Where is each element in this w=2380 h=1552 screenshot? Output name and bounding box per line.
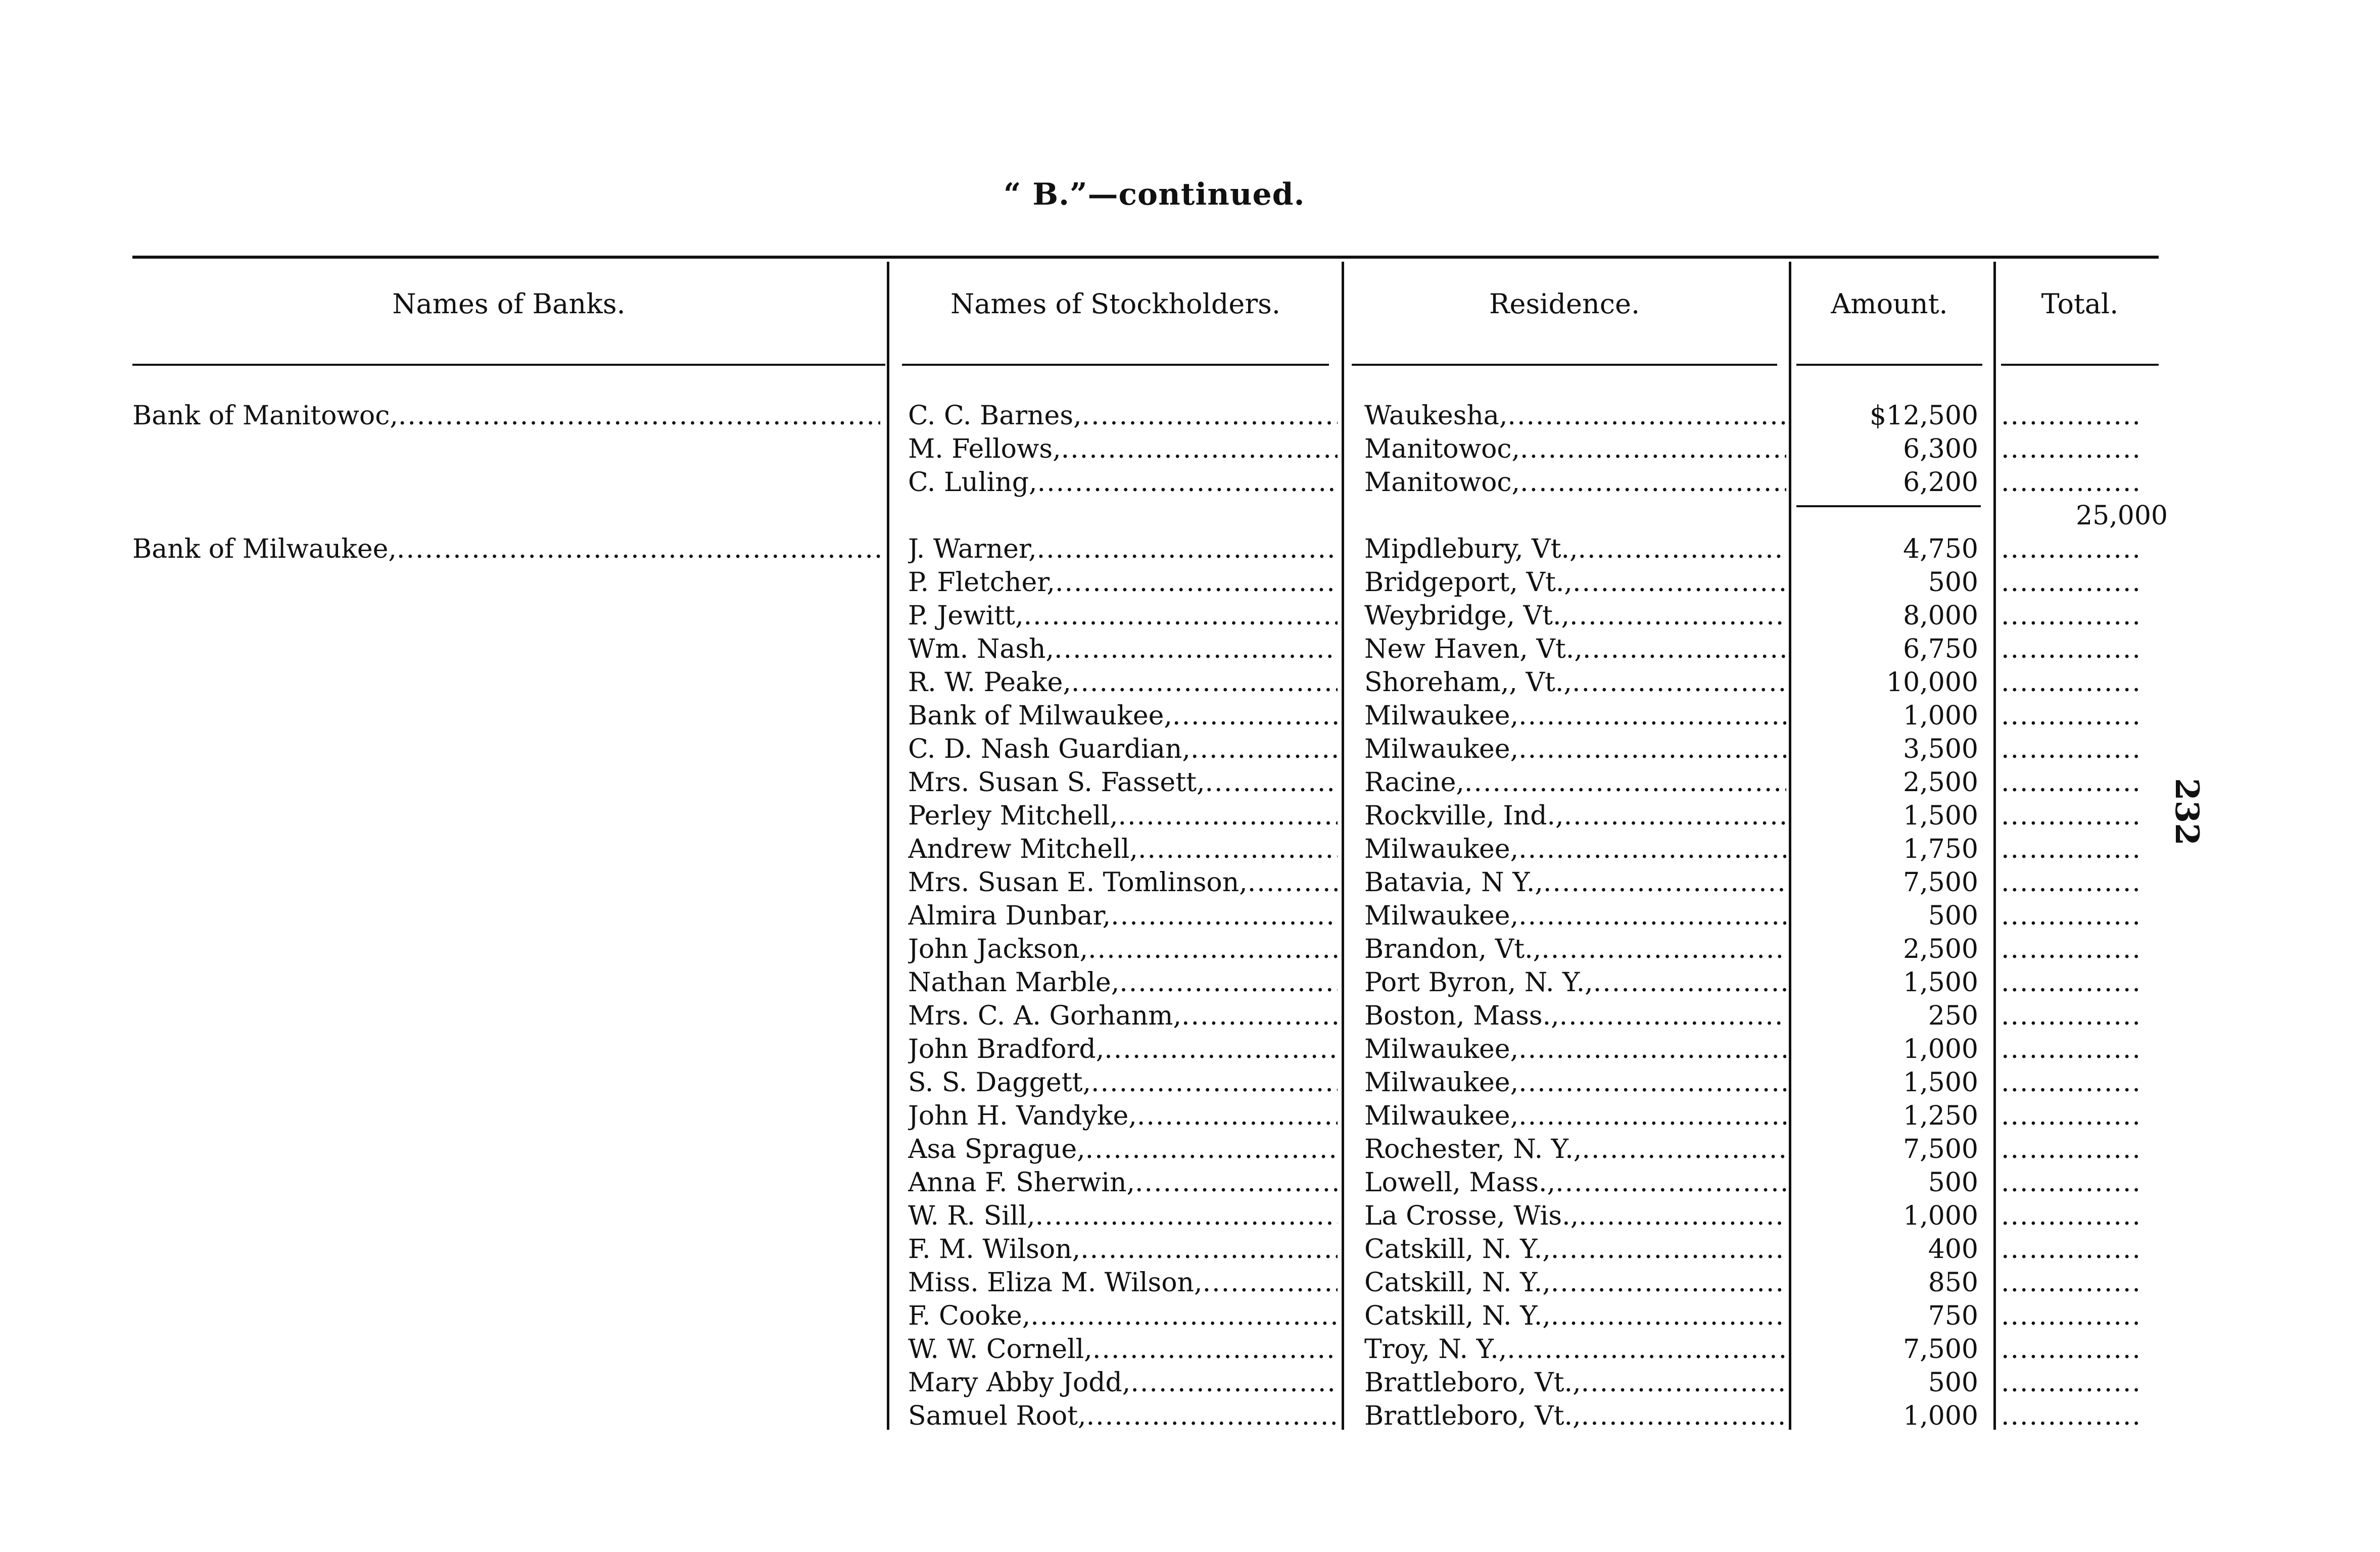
- amount-value: 2,500: [1903, 767, 1978, 798]
- total-leader: ...............: [2001, 434, 2141, 464]
- table-top-rule: [132, 256, 2159, 259]
- column-divider-3: [1789, 262, 1791, 1430]
- header-stockholder: Names of Stockholders.: [950, 288, 1281, 320]
- total-leader: ...............: [2001, 901, 2141, 931]
- amount-value: 10,000: [1886, 667, 1978, 698]
- total-leader: ...............: [2001, 1001, 2141, 1031]
- amount-value: 500: [1928, 1168, 1978, 1198]
- amount-value: 850: [1928, 1268, 1978, 1298]
- amount-value: 1,000: [1903, 1201, 1978, 1231]
- amount-value: 250: [1928, 1001, 1978, 1031]
- stockholder-name: P. Jewitt, .....: [908, 599, 1338, 633]
- stockholder-name: John H. Vandyke, .....: [908, 1099, 1338, 1133]
- total-leader: ...............: [2001, 801, 2141, 831]
- total-leader: ...............: [2001, 767, 2141, 798]
- stockholder-name: Mary Abby Jodd, .....: [908, 1366, 1338, 1399]
- total-leader: ...............: [2001, 1268, 2141, 1298]
- header-bottom-rule-stockholder: [902, 364, 1329, 366]
- residence-value: Catskill, N. Y., .....: [1364, 1299, 1786, 1333]
- residence-value: Shoreham,, Vt., .....: [1364, 666, 1786, 699]
- residence-value: Manitowoc, .....: [1364, 466, 1786, 499]
- residence-value: Milwaukee, .....: [1364, 1099, 1786, 1133]
- total-leader: ...............: [2001, 1101, 2141, 1131]
- amount-value: 1,000: [1903, 1401, 1978, 1431]
- residence-value: Port Byron, N. Y., .....: [1364, 966, 1786, 999]
- residence-value: Brattleboro, Vt., .....: [1364, 1399, 1786, 1433]
- stockholder-name: Mrs. Susan E. Tomlinson, .....: [908, 866, 1338, 899]
- stockholder-name: F. M. Wilson, .....: [908, 1233, 1338, 1266]
- residence-value: La Crosse, Wis., .....: [1364, 1199, 1786, 1233]
- total-leader: ...............: [2001, 1168, 2141, 1198]
- total-leader: ...............: [2001, 667, 2141, 698]
- amount-value: 500: [1928, 567, 1978, 598]
- residence-value: Brandon, Vt., .....: [1364, 933, 1786, 966]
- total-leader: ...............: [2001, 1401, 2141, 1431]
- residence-value: Catskill, N. Y., .....: [1364, 1266, 1786, 1299]
- total-leader: ...............: [2001, 1234, 2141, 1265]
- amount-value: 1,250: [1903, 1101, 1978, 1131]
- column-divider-4: [1993, 262, 1996, 1430]
- total-leader: ...............: [2001, 534, 2141, 564]
- stockholder-name: Nathan Marble, .....: [908, 966, 1338, 999]
- residence-value: Boston, Mass., .....: [1364, 999, 1786, 1033]
- residence-value: Manitowoc, .....: [1364, 432, 1786, 466]
- total-leader: ...............: [2001, 401, 2141, 431]
- total-leader: ...............: [2001, 1301, 2141, 1331]
- header-bottom-rule: [132, 364, 885, 366]
- residence-value: Racine, .....: [1364, 766, 1786, 799]
- header-bottom-rule-residence: [1352, 364, 1777, 366]
- amount-value: 1,500: [1903, 1068, 1978, 1098]
- amount-value: 2,500: [1903, 934, 1978, 964]
- stockholder-name: Wm. Nash, .....: [908, 633, 1338, 666]
- header-bottom-rule-total: [2001, 364, 2159, 366]
- amount-value: 400: [1928, 1234, 1978, 1265]
- stockholder-name: Mrs. C. A. Gorhanm, .....: [908, 999, 1338, 1033]
- stockholder-name: P. Fletcher, .....: [908, 566, 1338, 599]
- header-residence: Residence.: [1489, 288, 1640, 320]
- total-leader: ...............: [2001, 1368, 2141, 1398]
- amount-value: 1,000: [1903, 1034, 1978, 1064]
- header-bottom-rule-amount: [1796, 364, 1982, 366]
- residence-value: Waukesha, .....: [1364, 399, 1786, 432]
- residence-value: Milwaukee, .....: [1364, 833, 1786, 866]
- amount-value: 6,200: [1903, 467, 1978, 498]
- amount-value: 3,500: [1903, 734, 1978, 764]
- header-total: Total.: [2041, 288, 2119, 320]
- stockholder-name: Asa Sprague, .....: [908, 1133, 1338, 1166]
- bank-name: Bank of Milwaukee, .....: [132, 532, 880, 566]
- amount-value: 500: [1928, 901, 1978, 931]
- amount-value: 8,000: [1903, 601, 1978, 631]
- stockholder-name: Anna F. Sherwin, .....: [908, 1166, 1338, 1199]
- amount-value: 4,750: [1903, 534, 1978, 564]
- amount-value: 1,500: [1903, 801, 1978, 831]
- residence-value: Milwaukee, .....: [1364, 1033, 1786, 1066]
- residence-value: Batavia, N Y., .....: [1364, 866, 1786, 899]
- stockholder-name: John Jackson, .....: [908, 933, 1338, 966]
- residence-value: Catskill, N. Y., .....: [1364, 1233, 1786, 1266]
- stockholder-name: S. S. Daggett, .....: [908, 1066, 1338, 1099]
- amount-value: $12,500: [1869, 401, 1978, 431]
- residence-value: Milwaukee, .....: [1364, 733, 1786, 766]
- residence-value: New Haven, Vt., .....: [1364, 633, 1786, 666]
- page-number: 232: [2168, 778, 2206, 846]
- amount-value: 1,000: [1903, 701, 1978, 731]
- total-leader: ...............: [2001, 967, 2141, 998]
- amount-value: 6,750: [1903, 634, 1978, 664]
- total-leader: ...............: [2001, 867, 2141, 898]
- residence-value: Milwaukee, .....: [1364, 1066, 1786, 1099]
- residence-value: Mipdlebury, Vt., .....: [1364, 532, 1786, 566]
- stockholder-name: C. D. Nash Guardian, .....: [908, 733, 1338, 766]
- total-leader: ...............: [2001, 601, 2141, 631]
- stockholder-name: W. R. Sill, .....: [908, 1199, 1338, 1233]
- residence-value: Troy, N. Y., .....: [1364, 1333, 1786, 1366]
- amount-value: 500: [1928, 1368, 1978, 1398]
- total-leader: ...............: [2001, 1201, 2141, 1231]
- residence-value: Milwaukee, .....: [1364, 899, 1786, 933]
- total-leader: ...............: [2001, 701, 2141, 731]
- residence-value: Bridgeport, Vt., .....: [1364, 566, 1786, 599]
- total-leader: ...............: [2001, 567, 2141, 598]
- header-bank: Names of Banks.: [392, 288, 626, 320]
- total-leader: ...............: [2001, 834, 2141, 864]
- group-total: 25,000: [2076, 501, 2168, 531]
- amount-value: 1,500: [1903, 967, 1978, 998]
- stockholder-name: John Bradford, .....: [908, 1033, 1338, 1066]
- stockholder-name: J. Warner, .....: [908, 532, 1338, 566]
- stockholder-name: Almira Dunbar, .....: [908, 899, 1338, 933]
- stockholder-name: Andrew Mitchell, .....: [908, 833, 1338, 866]
- page-title: “ B.”—continued.: [1004, 177, 1305, 212]
- column-divider-2: [1342, 262, 1344, 1430]
- total-leader: ...............: [2001, 1134, 2141, 1165]
- stockholder-name: R. W. Peake, .....: [908, 666, 1338, 699]
- total-leader: ...............: [2001, 1034, 2141, 1064]
- residence-value: Weybridge, Vt., .....: [1364, 599, 1786, 633]
- stockholder-name: W. W. Cornell, .....: [908, 1333, 1338, 1366]
- total-leader: ...............: [2001, 1068, 2141, 1098]
- amount-value: 7,500: [1903, 1134, 1978, 1165]
- stockholder-name: Mrs. Susan S. Fassett, .....: [908, 766, 1338, 799]
- stockholder-name: F. Cooke, .....: [908, 1299, 1338, 1333]
- amount-value: 7,500: [1903, 867, 1978, 898]
- stockholder-name: Miss. Eliza M. Wilson, .....: [908, 1266, 1338, 1299]
- stockholder-name: Perley Mitchell, .....: [908, 799, 1338, 833]
- total-leader: ...............: [2001, 1334, 2141, 1365]
- amount-value: 1,750: [1903, 834, 1978, 864]
- stockholder-name: M. Fellows, .....: [908, 432, 1338, 466]
- residence-value: Lowell, Mass., .....: [1364, 1166, 1786, 1199]
- amount-value: 6,300: [1903, 434, 1978, 464]
- stockholder-name: Bank of Milwaukee, .....: [908, 699, 1338, 733]
- stockholder-name: C. C. Barnes, .....: [908, 399, 1338, 432]
- total-leader: ...............: [2001, 634, 2141, 664]
- amount-value: 750: [1928, 1301, 1978, 1331]
- stockholder-name: C. Luling, .....: [908, 466, 1338, 499]
- column-divider-1: [887, 262, 889, 1430]
- residence-value: Rochester, N. Y., .....: [1364, 1133, 1786, 1166]
- subtotal-rule: [1796, 505, 1981, 507]
- residence-value: Brattleboro, Vt., .....: [1364, 1366, 1786, 1399]
- bank-name: Bank of Manitowoc, .....: [132, 399, 880, 432]
- total-leader: ...............: [2001, 934, 2141, 964]
- total-leader: ...............: [2001, 467, 2141, 498]
- amount-value: 7,500: [1903, 1334, 1978, 1365]
- stockholder-name: Samuel Root, .....: [908, 1399, 1338, 1433]
- residence-value: Milwaukee, .....: [1364, 699, 1786, 733]
- total-leader: ...............: [2001, 734, 2141, 764]
- header-amount: Amount.: [1831, 288, 1948, 320]
- residence-value: Rockville, Ind., .....: [1364, 799, 1786, 833]
